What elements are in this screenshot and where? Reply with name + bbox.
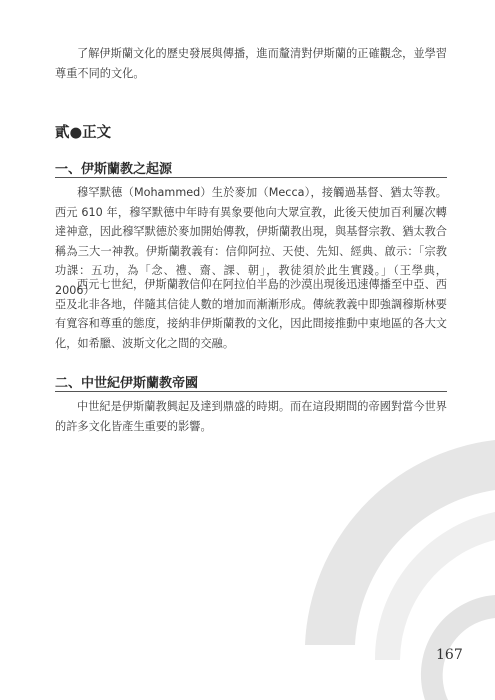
origin-paragraph-2: 西元七世紀，伊斯蘭教信仰在阿拉伯半島的沙漠出現後迅速傳播至中亞、西亞及北非各地，伴隨其信徒人數的增加而漸漸形成。傳統教義中即強調穆斯林要有寬容和尊重的態度，接納非伊斯蘭教的文化，因此間接推動中東地區的各大文化，如希臘、波斯文化之間的交融。: [55, 278, 447, 350]
subsection-heading-origin: 一、伊斯蘭教之起源: [55, 162, 173, 177]
intro-paragraph: 了解伊斯蘭文化的歷史發展與傳播，進而釐清對伊斯蘭的正確觀念，並學習尊重不同的文化。: [55, 47, 447, 80]
page-number: 167: [436, 647, 463, 663]
section-heading: 貳●正文: [55, 125, 112, 141]
medieval-paragraph-1: 中世紀是伊斯蘭教興起及達到鼎盛的時期。而在這段期間的帝國對當今世界的許多文化皆產生重要的影響。: [55, 400, 447, 433]
subsection-heading-medieval: 二、中世紀伊斯蘭教帝國: [55, 376, 199, 391]
origin-paragraph-1: 穆罕默德（Mohammed）生於麥加（Mecca），接觸過基督、猶太等教。西元 610 年，穆罕默德中年時有異象要他向大眾宣教，此後天使加百利屢次轉達神意，因此穆罕默德於麥加開始傳教，伊斯蘭教出現，與基督宗教、猶太教合稱為三大一神教。伊斯蘭教義有：信仰阿拉、天使、先知、經典、啟示：「宗教功課：五功，為「念、禮、齋、課、朝」，教徒須於此生實踐。」（王學典，2006）: [55, 186, 447, 297]
